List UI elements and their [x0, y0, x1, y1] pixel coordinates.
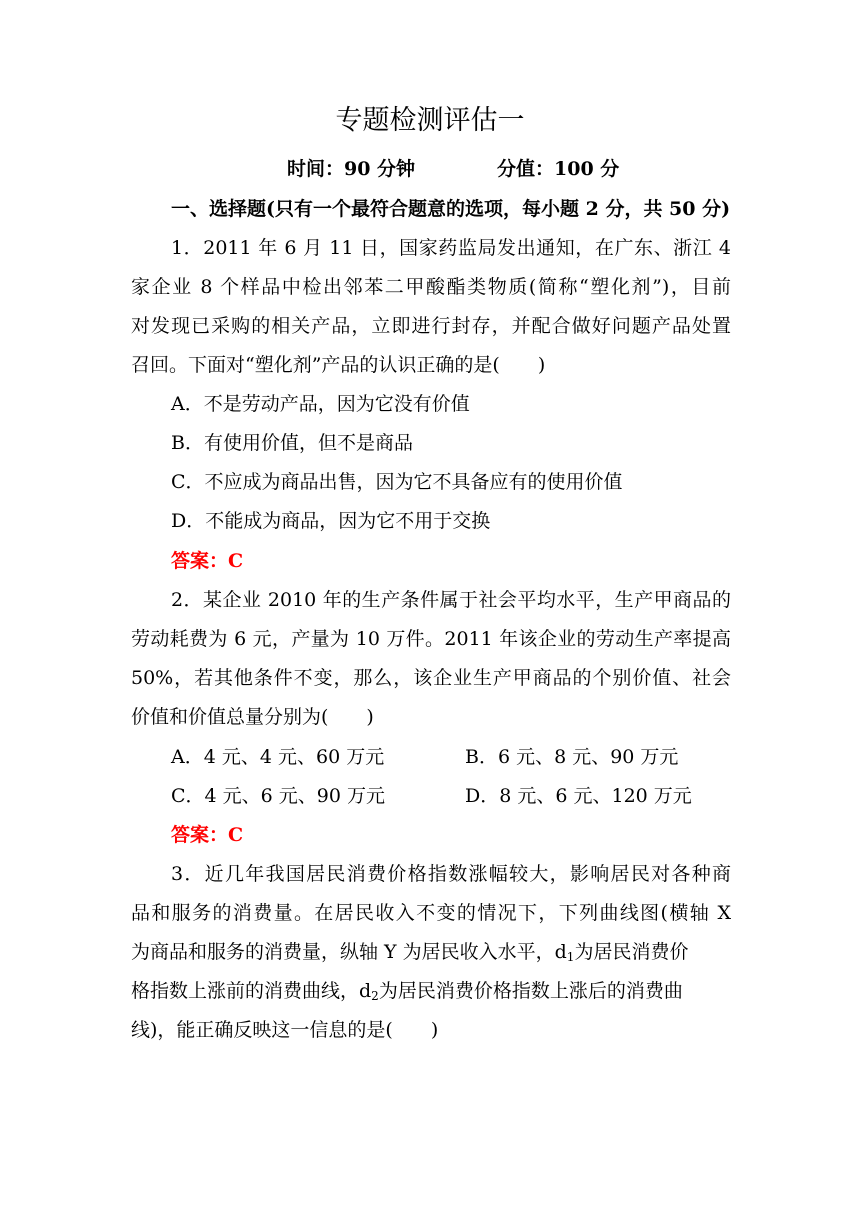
q3-line-4-text-a: 格指数上涨前的消费曲线，d [131, 980, 372, 1002]
q1-answer: 答案：C [171, 550, 244, 572]
q1-line-1: 1．2011 年 6 月 11 日，国家药监局发出通知，在广东、浙江 4 [171, 237, 731, 259]
q1-line-3: 对发现已采购的相关产品，立即进行封存，并配合做好问题产品处置 [131, 315, 731, 337]
q3-line-5: 线)，能正确反映这一信息的是( ) [131, 1019, 439, 1041]
section-heading: 一、选择题(只有一个最符合题意的选项，每小题 2 分，共 50 分) [171, 198, 731, 220]
q1-option-c: C．不应成为商品出售，因为它不具备应有的使用价值 [171, 471, 623, 493]
q2-option-d: D．8 元、6 元、120 万元 [465, 785, 692, 807]
q1-line-4: 召回。下面对“塑化剂”产品的认识正确的是( ) [131, 354, 546, 376]
q1-option-a: A．不是劳动产品，因为它没有价值 [171, 393, 470, 415]
exam-score: 分值：100 分 [497, 158, 620, 180]
q2-line-4: 价值和价值总量分别为( ) [131, 706, 374, 728]
q2-line-2: 劳动耗费为 6 元，产量为 10 万件。2011 年该企业的劳动生产率提高 [131, 628, 731, 650]
q2-line-1: 2．某企业 2010 年的生产条件属于社会平均水平，生产甲商品的 [171, 589, 731, 611]
q1-option-d: D．不能成为商品，因为它不用于交换 [171, 510, 491, 532]
q2-answer: 答案：C [171, 824, 244, 846]
q3-line-4-subscript: 2 [371, 989, 379, 1003]
exam-meta [0, 152, 860, 186]
q3-line-3-subscript: 1 [566, 950, 575, 964]
q2-option-c: C．4 元、6 元、90 万元 [171, 785, 386, 807]
q3-line-1: 3．近几年我国居民消费价格指数涨幅较大，影响居民对各种商 [171, 863, 731, 885]
q2-option-b: B．6 元、8 元、90 万元 [465, 746, 679, 768]
q2-line-3: 50%，若其他条件不变，那么，该企业生产甲商品的个别价值、社会 [131, 667, 731, 689]
q3-line-3-text-a: 为商品和服务的消费量，纵轴 Y 为居民收入水平，d [131, 941, 567, 963]
q3-line-4 [131, 974, 731, 1008]
q1-option-b: B．有使用价值，但不是商品 [171, 432, 413, 454]
document-title: 专题检测评估一 [335, 105, 525, 136]
q3-line-3 [131, 935, 731, 969]
q3-line-3-text-b: 为居民消费价 [574, 941, 689, 963]
q2-option-a: A．4 元、4 元、60 万元 [171, 746, 385, 768]
q3-line-4-text-b: 为居民消费价格指数上涨后的消费曲 [378, 980, 683, 1002]
q1-line-2: 家企业 8 个样品中检出邻苯二甲酸酯类物质(简称“塑化剂”)，目前 [131, 276, 731, 298]
q3-line-2: 品和服务的消费量。在居民收入不变的情况下，下列曲线图(横轴 X [131, 902, 731, 924]
exam-time: 时间：90 分钟 [287, 158, 416, 180]
